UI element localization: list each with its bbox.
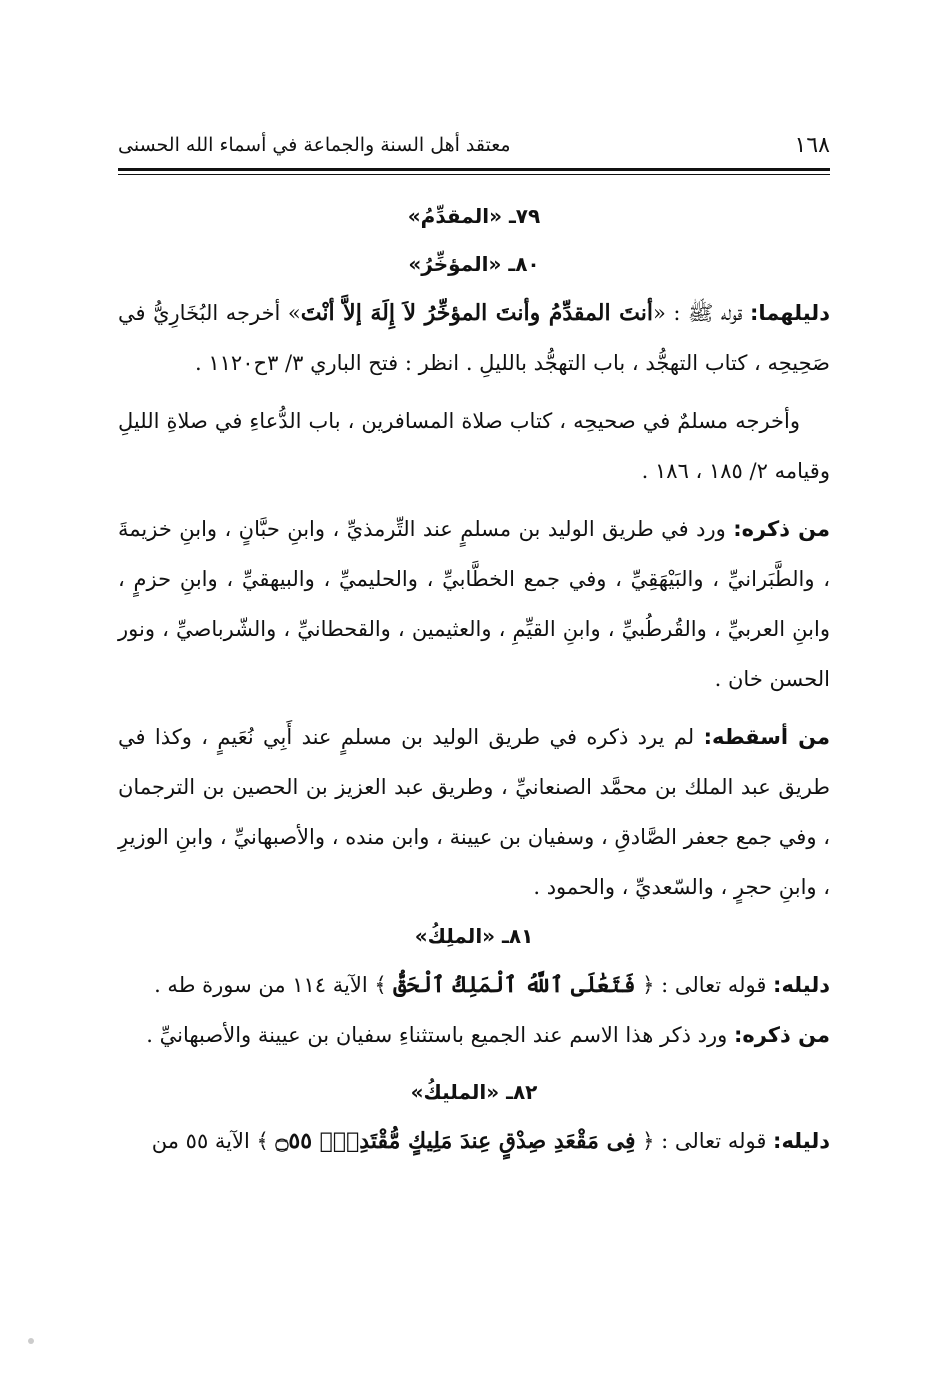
text: قوله تعالى : ﴿ bbox=[635, 973, 774, 997]
paragraph-who-omitted bbox=[118, 712, 830, 912]
text: » أخرجه البُخَارِيُّ في صَحِيحِه ، كتاب التهجُّد ، باب التهجُّد بالليلِ . انظر : فتح الباري ٣/ ٣ح١١٢٠ . bbox=[118, 301, 830, 375]
text: لم يرد ذكره في طريق الوليد بن مسلمٍ عند أَبِي نُعَيمٍ ، وكذا في طريق عبد الملك بن محمَّد الصنعانيِّ ، وطريق عبد العزيز بن الحصين بن الترجمان ، وفي جمع جعفر الصَّادقِ ، وسفيان بن عيينة ، وابن منده ، والأصبهانيِّ ، وابنِ الوزيرِ ، وابنِ حجرٍ ، والسّعديِّ ، والحمود . bbox=[118, 725, 830, 899]
page-number: ١٦٨ bbox=[794, 132, 830, 158]
quran-quote: فَتَعَٰلَى ٱللَّهُ ٱلْمَلِكُ ٱلْحَقُّ bbox=[393, 972, 636, 998]
paragraph-evidence-82 bbox=[118, 1116, 830, 1166]
paragraph-evidence-81 bbox=[118, 960, 830, 1010]
spacer bbox=[118, 1060, 830, 1068]
heading-80: ٨٠ـ «المؤخِّرُ» bbox=[408, 252, 540, 276]
text: ﴾ الآية ٥٥ من bbox=[151, 1129, 276, 1153]
lead-who-mentioned: من ذكره: bbox=[733, 517, 830, 541]
heading-82: ٨٢ـ «المليكُ» bbox=[410, 1080, 538, 1104]
running-title: معتقد أهل السنة والجماعة في أسماء الله الحسنى bbox=[118, 134, 511, 156]
paragraph-who-mentioned-81 bbox=[118, 1010, 830, 1060]
heading-79: ٧٩ـ «المقدِّمُ» bbox=[407, 204, 541, 228]
lead-evidence: دليله: bbox=[773, 973, 830, 997]
text: ﴾ الآية ١١٤ من سورة طه . bbox=[154, 973, 394, 997]
page-header bbox=[118, 128, 830, 162]
lead-evidence: دليله: bbox=[773, 1129, 830, 1153]
scan-speck bbox=[28, 1338, 34, 1344]
heading-81: ٨١ـ «الملِكُ» bbox=[414, 924, 534, 948]
quran-quote: فِى مَقْعَدِ صِدْقٍ عِندَ مَلِيكٍ مُّقْتَدِرٍۭ ۝٥٥ bbox=[275, 1128, 636, 1154]
spacer bbox=[118, 496, 830, 504]
hadith-quote: أنتَ المقدِّمُ وأنتَ المؤخِّرُ لاَ إِلَهَ إلاَّ أنْتَ bbox=[300, 300, 653, 326]
paragraph-muslim: وأخرجه مسلمٌ في صحيحِه ، كتاب صلاة المسافرين ، باب الدُّعاءِ في صلاةِ الليلِ وقيامه ٢/ ١٨٥ ، ١٨٦ . bbox=[118, 409, 830, 483]
spacer bbox=[118, 704, 830, 712]
paragraph-who-mentioned bbox=[118, 504, 830, 704]
header-rule-thin bbox=[118, 174, 830, 175]
lead-evidence: دليلهما: bbox=[749, 301, 830, 325]
text: ورد في طريق الوليد بن مسلمٍ عند التِّرمذيِّ ، وابنِ حبَّانٍ ، وابنِ خزيمةَ ، والطَّبَرانيِّ ، والبَيْهَقِيِّ ، وفي جمع الخطَّابيِّ ، والحليميِّ ، والبيهقيِّ ، وابنِ حزمٍ ، وابنِ العربيِّ ، والقُرطُبيِّ ، وابنِ القيِّمِ ، والعثيمين ، والقحطانيِّ ، والشّرباصيِّ ، ونور الحسن خان . bbox=[118, 517, 830, 691]
text: قوله ﷺ : « bbox=[652, 301, 750, 325]
text: ورد ذكر هذا الاسم عند الجميع باستثناءِ سفيان بن عيينة والأصبهانيِّ . bbox=[146, 1023, 734, 1047]
header-rule-thick bbox=[118, 168, 830, 171]
lead-who-mentioned: من ذكره: bbox=[733, 1023, 830, 1047]
paragraph-evidence-79-80 bbox=[118, 288, 830, 388]
lead-who-omitted: من أسقطه: bbox=[703, 725, 831, 749]
text: قوله تعالى : ﴿ bbox=[635, 1129, 774, 1153]
spacer bbox=[118, 388, 830, 396]
page-body bbox=[118, 192, 830, 1166]
